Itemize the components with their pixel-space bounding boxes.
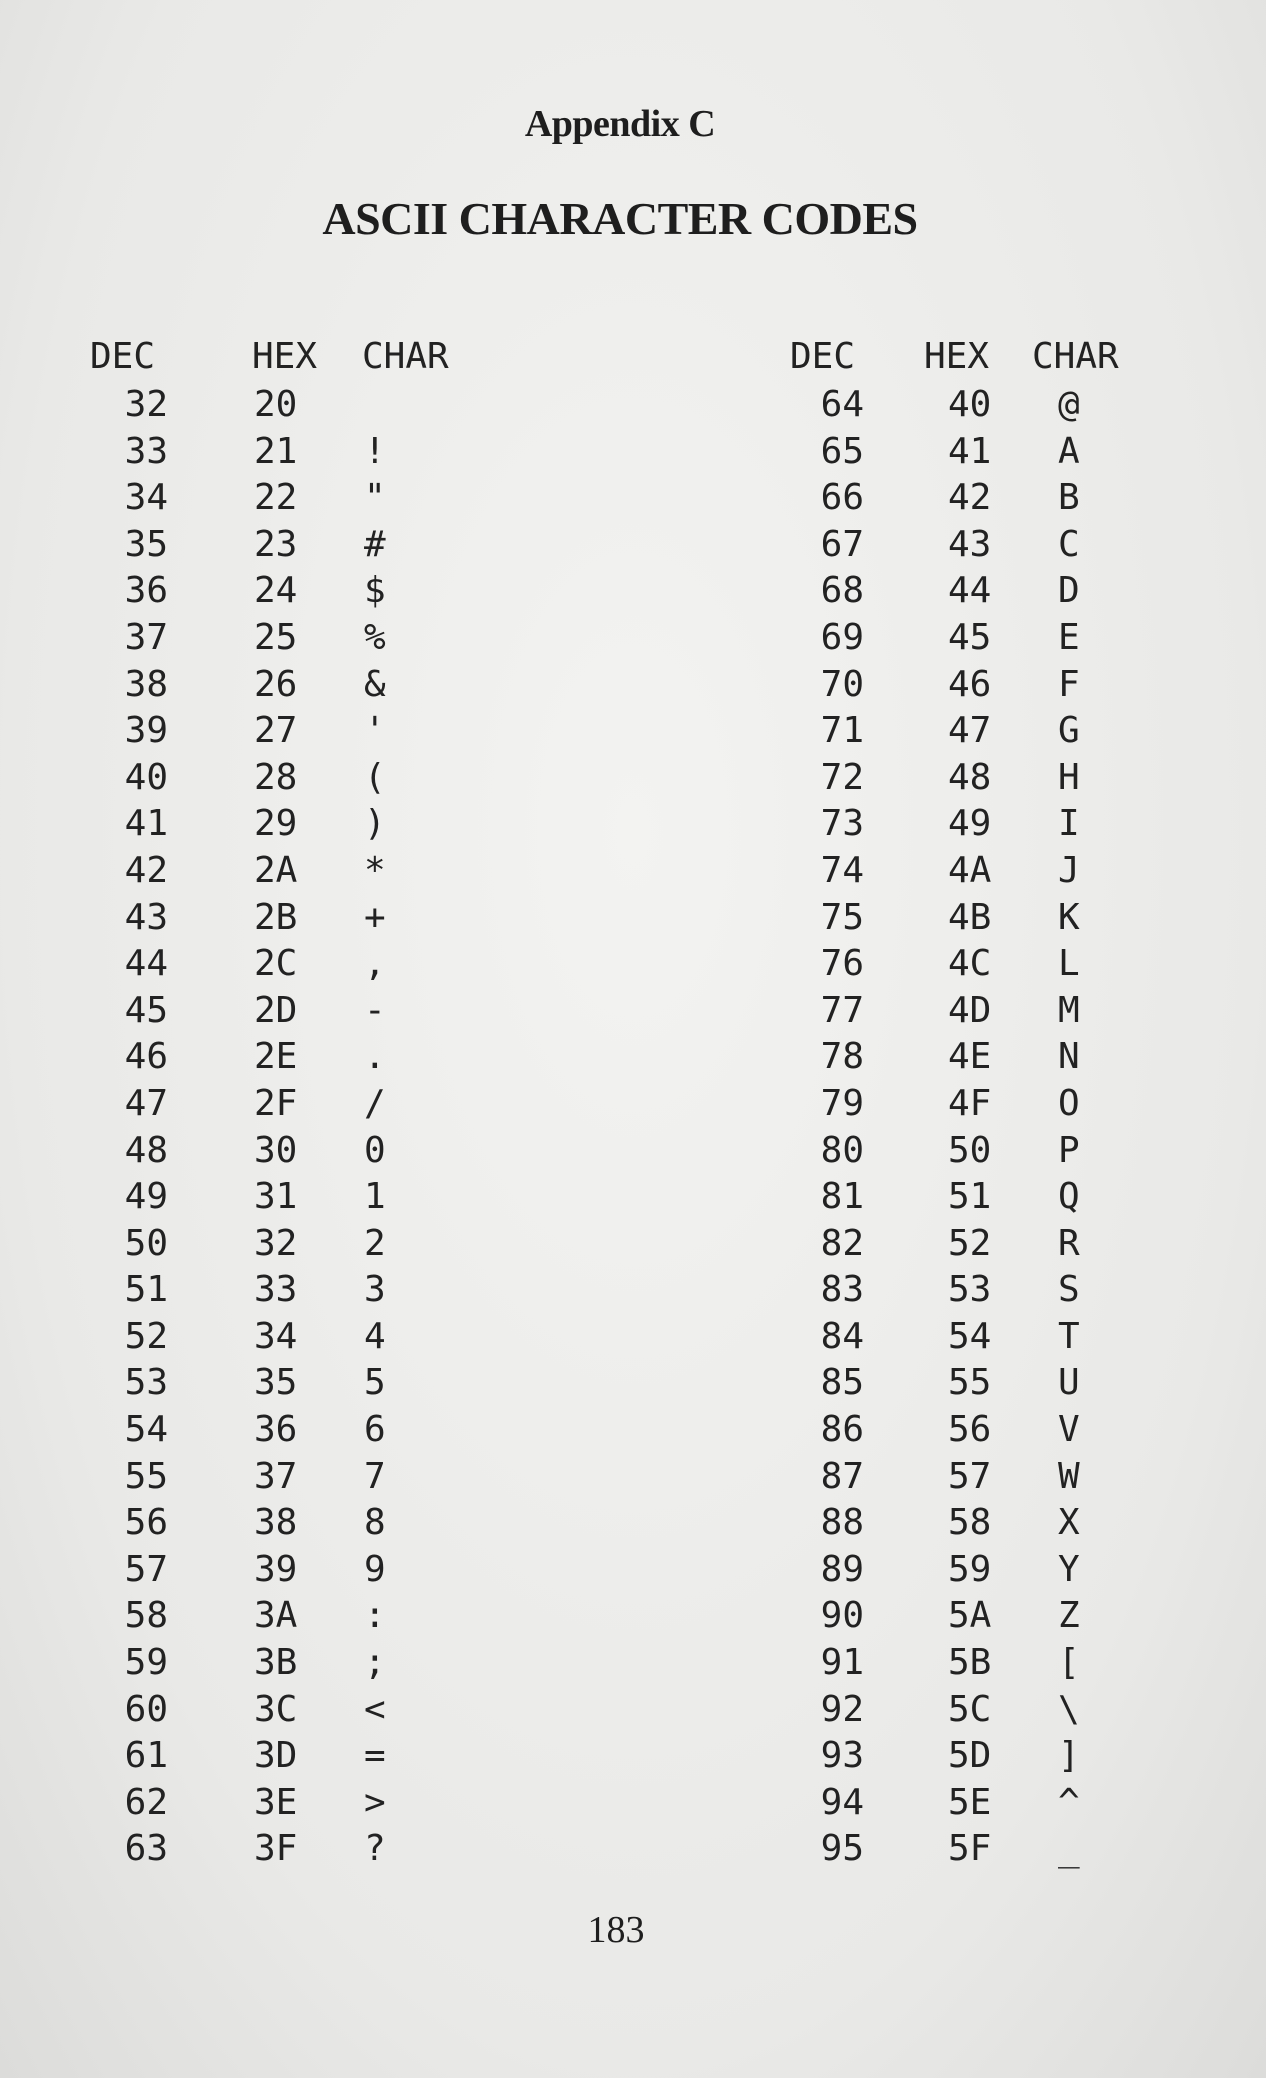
hex-cell: 5E bbox=[948, 1781, 992, 1823]
char-cell: R bbox=[1058, 1222, 1080, 1264]
dec-cell: 59 bbox=[124, 1642, 168, 1684]
dec-cell: 43 bbox=[124, 896, 168, 938]
char-cell: ! bbox=[364, 430, 386, 472]
char-cell: M bbox=[1058, 989, 1080, 1031]
hex-cell: 3B bbox=[254, 1642, 298, 1684]
hex-cell: 20 bbox=[254, 384, 298, 425]
dec-cell: 46 bbox=[124, 1036, 168, 1078]
dec-cell: 67 bbox=[820, 523, 864, 565]
char-cell: 6 bbox=[364, 1409, 386, 1451]
dec-cell: 87 bbox=[820, 1455, 864, 1497]
dec-cell: 81 bbox=[820, 1176, 864, 1218]
hex-cell: 3C bbox=[254, 1688, 298, 1730]
right-header-char: CHAR bbox=[1032, 336, 1119, 377]
dec-cell: 71 bbox=[820, 710, 864, 752]
char-cell: P bbox=[1058, 1129, 1080, 1171]
left-header-char: CHAR bbox=[362, 336, 449, 377]
char-cell: S bbox=[1058, 1269, 1080, 1311]
char-cell bbox=[364, 382, 404, 429]
hex-cell: 4F bbox=[948, 1082, 992, 1124]
char-cell: 9 bbox=[364, 1548, 386, 1590]
hex-cell: 3F bbox=[254, 1828, 298, 1870]
dec-cell: 49 bbox=[124, 1176, 168, 1218]
hex-cell: 24 bbox=[254, 570, 298, 612]
dec-cell: 60 bbox=[124, 1688, 168, 1730]
char-cell: - bbox=[364, 989, 386, 1031]
dec-cell: 42 bbox=[124, 849, 168, 891]
dec-cell: 65 bbox=[820, 430, 864, 472]
char-cell: % bbox=[364, 616, 386, 658]
dec-cell: 63 bbox=[124, 1828, 168, 1870]
hex-cell: 38 bbox=[254, 1502, 298, 1544]
char-cell: K bbox=[1058, 896, 1080, 938]
dec-cell: 90 bbox=[820, 1595, 864, 1637]
hex-cell: 43 bbox=[948, 523, 992, 565]
hex-cell: 34 bbox=[254, 1315, 298, 1357]
char-cell: L bbox=[1058, 943, 1080, 985]
dec-cell: 66 bbox=[820, 477, 864, 519]
dec-cell: 77 bbox=[820, 989, 864, 1031]
dec-cell: 73 bbox=[820, 803, 864, 845]
dec-cell: 39 bbox=[124, 710, 168, 752]
dec-cell: 61 bbox=[124, 1735, 168, 1777]
dec-cell: 57 bbox=[124, 1548, 168, 1590]
dec-cell: 62 bbox=[124, 1781, 168, 1823]
char-cell: T bbox=[1058, 1315, 1080, 1357]
char-cell: " bbox=[364, 477, 386, 519]
hex-cell: 2F bbox=[254, 1082, 298, 1124]
char-cell: ^ bbox=[1058, 1781, 1080, 1823]
hex-cell: 58 bbox=[948, 1502, 992, 1544]
hex-cell: 37 bbox=[254, 1455, 298, 1497]
hex-cell: 59 bbox=[948, 1548, 992, 1590]
dec-cell: 40 bbox=[124, 756, 168, 798]
hex-cell: 2A bbox=[254, 849, 298, 891]
hex-cell: 2C bbox=[254, 943, 298, 985]
right-header-dec: DEC bbox=[790, 336, 856, 377]
char-cell: 1 bbox=[364, 1176, 386, 1218]
hex-cell: 23 bbox=[254, 523, 298, 565]
dec-cell: 32 bbox=[124, 384, 168, 425]
hex-cell: 41 bbox=[948, 430, 992, 472]
dec-cell: 64 bbox=[820, 384, 864, 425]
hex-cell: 5A bbox=[948, 1595, 992, 1637]
hex-cell: 5C bbox=[948, 1688, 992, 1730]
dec-cell: 33 bbox=[124, 430, 168, 472]
char-cell: 3 bbox=[364, 1269, 386, 1311]
hex-cell: 32 bbox=[254, 1222, 298, 1264]
dec-cell: 95 bbox=[820, 1828, 864, 1870]
hex-cell: 22 bbox=[254, 477, 298, 519]
hex-cell: 2D bbox=[254, 989, 298, 1031]
dec-cell: 34 bbox=[124, 477, 168, 519]
hex-cell: 52 bbox=[948, 1222, 992, 1264]
char-cell: V bbox=[1058, 1409, 1080, 1451]
hex-cell: 2E bbox=[254, 1036, 298, 1078]
char-cell: > bbox=[364, 1781, 386, 1823]
hex-cell: 48 bbox=[948, 756, 992, 798]
page-number: 183 bbox=[587, 1909, 645, 1951]
left-char-column bbox=[364, 382, 404, 1873]
char-cell: + bbox=[364, 896, 386, 938]
char-cell: J bbox=[1058, 849, 1080, 891]
char-cell: 7 bbox=[364, 1455, 386, 1497]
dec-cell: 86 bbox=[820, 1409, 864, 1451]
dec-cell: 51 bbox=[124, 1269, 168, 1311]
dec-cell: 89 bbox=[820, 1548, 864, 1590]
hex-cell: 28 bbox=[254, 756, 298, 798]
right-char-column bbox=[1058, 382, 1098, 1873]
dec-cell: 92 bbox=[820, 1688, 864, 1730]
dec-cell: 93 bbox=[820, 1735, 864, 1777]
dec-cell: 54 bbox=[124, 1409, 168, 1451]
char-cell: * bbox=[364, 849, 386, 891]
dec-cell: 84 bbox=[820, 1315, 864, 1357]
dec-cell: 56 bbox=[124, 1502, 168, 1544]
hex-cell: 42 bbox=[948, 477, 992, 519]
dec-cell: 50 bbox=[124, 1222, 168, 1264]
char-cell: : bbox=[364, 1595, 386, 1637]
hex-cell: 55 bbox=[948, 1362, 992, 1404]
hex-cell: 3A bbox=[254, 1595, 298, 1637]
char-cell: 8 bbox=[364, 1502, 386, 1544]
dec-cell: 74 bbox=[820, 849, 864, 891]
left-header-dec: DEC bbox=[90, 336, 156, 377]
hex-cell: 25 bbox=[254, 616, 298, 658]
char-cell: C bbox=[1058, 523, 1080, 565]
dec-cell: 85 bbox=[820, 1362, 864, 1404]
char-cell: F bbox=[1058, 663, 1080, 705]
hex-cell: 3E bbox=[254, 1781, 298, 1823]
dec-cell: 44 bbox=[124, 943, 168, 985]
dec-cell: 68 bbox=[820, 570, 864, 612]
char-cell: ( bbox=[364, 756, 386, 798]
hex-cell: 30 bbox=[254, 1129, 298, 1171]
dec-cell: 69 bbox=[820, 616, 864, 658]
hex-cell: 29 bbox=[254, 803, 298, 845]
hex-cell: 4B bbox=[948, 896, 992, 938]
hex-cell: 26 bbox=[254, 663, 298, 705]
char-cell: A bbox=[1058, 430, 1080, 472]
dec-cell: 58 bbox=[124, 1595, 168, 1637]
char-cell: [ bbox=[1058, 1642, 1080, 1684]
char-cell: @ bbox=[1058, 384, 1080, 425]
char-cell: & bbox=[364, 663, 386, 705]
left-hex-column bbox=[254, 382, 324, 1873]
dec-cell: 41 bbox=[124, 803, 168, 845]
hex-cell: 4E bbox=[948, 1036, 992, 1078]
left-dec-column bbox=[104, 382, 168, 1873]
hex-cell: 44 bbox=[948, 570, 992, 612]
char-cell: I bbox=[1058, 803, 1080, 845]
hex-cell: 49 bbox=[948, 803, 992, 845]
char-cell: B bbox=[1058, 477, 1080, 519]
dec-cell: 82 bbox=[820, 1222, 864, 1264]
hex-cell: 36 bbox=[254, 1409, 298, 1451]
char-cell: _ bbox=[1058, 1828, 1080, 1870]
dec-cell: 72 bbox=[820, 756, 864, 798]
dec-cell: 79 bbox=[820, 1082, 864, 1124]
dec-cell: 75 bbox=[820, 896, 864, 938]
dec-cell: 88 bbox=[820, 1502, 864, 1544]
char-cell: U bbox=[1058, 1362, 1080, 1404]
char-cell: O bbox=[1058, 1082, 1080, 1124]
char-cell: ? bbox=[364, 1828, 386, 1870]
hex-cell: 47 bbox=[948, 710, 992, 752]
hex-cell: 56 bbox=[948, 1409, 992, 1451]
char-cell: H bbox=[1058, 756, 1080, 798]
dec-cell: 52 bbox=[124, 1315, 168, 1357]
hex-cell: 39 bbox=[254, 1548, 298, 1590]
char-cell: < bbox=[364, 1688, 386, 1730]
hex-cell: 45 bbox=[948, 616, 992, 658]
char-cell: / bbox=[364, 1082, 386, 1124]
hex-cell: 35 bbox=[254, 1362, 298, 1404]
char-cell: Z bbox=[1058, 1595, 1080, 1637]
char-cell: . bbox=[364, 1036, 386, 1078]
char-cell: E bbox=[1058, 616, 1080, 658]
char-cell: ) bbox=[364, 803, 386, 845]
hex-cell: 54 bbox=[948, 1315, 992, 1357]
dec-cell: 78 bbox=[820, 1036, 864, 1078]
hex-cell: 4A bbox=[948, 849, 992, 891]
hex-cell: 5B bbox=[948, 1642, 992, 1684]
char-cell: ' bbox=[364, 710, 386, 752]
hex-cell: 5F bbox=[948, 1828, 992, 1870]
char-cell: X bbox=[1058, 1502, 1080, 1544]
char-cell: Q bbox=[1058, 1176, 1080, 1218]
dec-cell: 83 bbox=[820, 1269, 864, 1311]
hex-cell: 40 bbox=[948, 384, 992, 425]
char-cell: 4 bbox=[364, 1315, 386, 1357]
hex-cell: 5D bbox=[948, 1735, 992, 1777]
dec-cell: 36 bbox=[124, 570, 168, 612]
hex-cell: 2B bbox=[254, 896, 298, 938]
dec-cell: 48 bbox=[124, 1129, 168, 1171]
char-cell: W bbox=[1058, 1455, 1080, 1497]
dec-cell: 76 bbox=[820, 943, 864, 985]
page-title: ASCII CHARACTER CODES bbox=[322, 193, 918, 244]
right-header-hex: HEX bbox=[924, 336, 990, 377]
dec-cell: 70 bbox=[820, 663, 864, 705]
dec-cell: 38 bbox=[124, 663, 168, 705]
dec-cell: 35 bbox=[124, 523, 168, 565]
char-cell: ] bbox=[1058, 1735, 1080, 1777]
char-cell: = bbox=[364, 1735, 386, 1777]
right-hex-column bbox=[948, 382, 1018, 1873]
char-cell: , bbox=[364, 943, 386, 985]
dec-cell: 53 bbox=[124, 1362, 168, 1404]
dec-cell: 94 bbox=[820, 1781, 864, 1823]
dec-cell: 47 bbox=[124, 1082, 168, 1124]
hex-cell: 46 bbox=[948, 663, 992, 705]
char-cell: 5 bbox=[364, 1362, 386, 1404]
char-cell: # bbox=[364, 523, 386, 565]
hex-cell: 21 bbox=[254, 430, 298, 472]
char-cell: $ bbox=[364, 570, 386, 612]
dec-cell: 80 bbox=[820, 1129, 864, 1171]
left-header-hex: HEX bbox=[252, 336, 318, 377]
char-cell: ; bbox=[364, 1642, 386, 1684]
hex-cell: 4D bbox=[948, 989, 992, 1031]
char-cell: N bbox=[1058, 1036, 1080, 1078]
char-cell: D bbox=[1058, 570, 1080, 612]
char-cell: Y bbox=[1058, 1548, 1080, 1590]
hex-cell: 33 bbox=[254, 1269, 298, 1311]
hex-cell: 27 bbox=[254, 710, 298, 752]
right-dec-column bbox=[800, 382, 864, 1873]
dec-cell: 91 bbox=[820, 1642, 864, 1684]
char-cell: \ bbox=[1058, 1688, 1080, 1730]
appendix-label: Appendix C bbox=[524, 103, 716, 145]
dec-cell: 37 bbox=[124, 616, 168, 658]
hex-cell: 53 bbox=[948, 1269, 992, 1311]
char-cell: 0 bbox=[364, 1129, 386, 1171]
dec-cell: 55 bbox=[124, 1455, 168, 1497]
hex-cell: 51 bbox=[948, 1176, 992, 1218]
hex-cell: 57 bbox=[948, 1455, 992, 1497]
hex-cell: 31 bbox=[254, 1176, 298, 1218]
dec-cell: 45 bbox=[124, 989, 168, 1031]
char-cell: 2 bbox=[364, 1222, 386, 1264]
hex-cell: 4C bbox=[948, 943, 992, 985]
hex-cell: 50 bbox=[948, 1129, 992, 1171]
hex-cell: 3D bbox=[254, 1735, 298, 1777]
char-cell: G bbox=[1058, 710, 1080, 752]
